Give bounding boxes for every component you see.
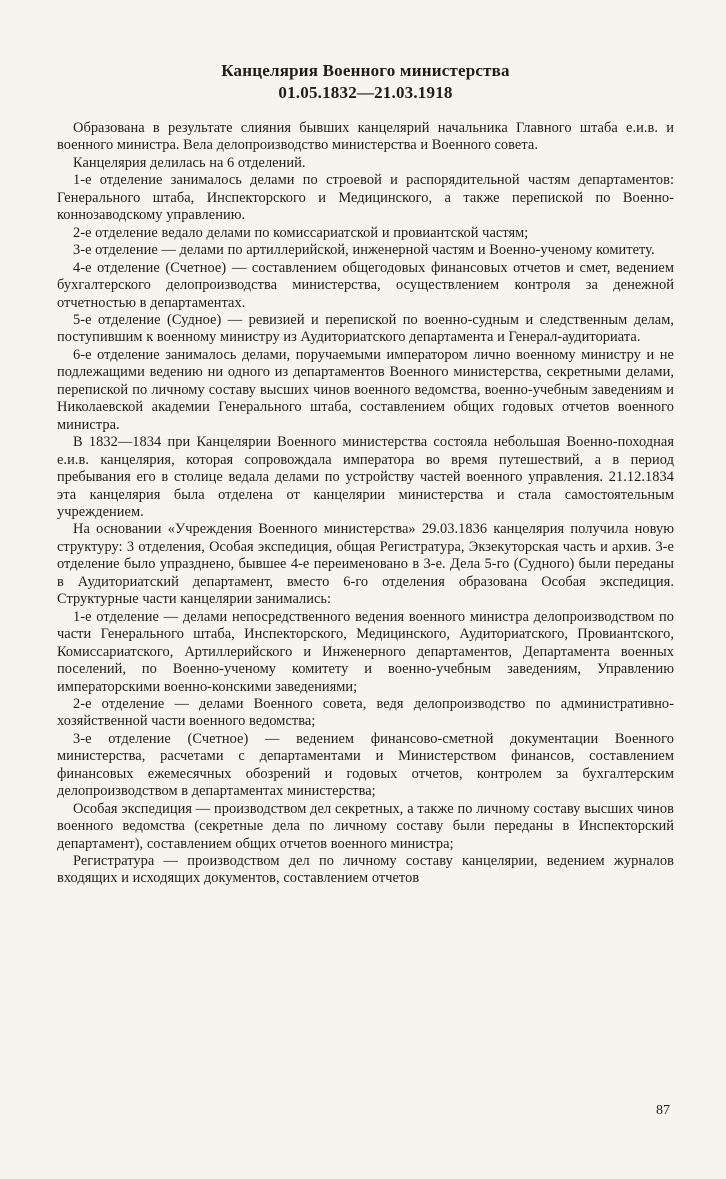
paragraph: 2-е отделение ведало делами по комиссариатской и провиантской частям;: [73, 224, 529, 241]
title-heading: Канцелярия Военного министерства: [221, 61, 510, 80]
paragraph: В 1832—1834 при Канцелярии Военного министерства состояла небольшая Военно-походная е.и.в. канцелярия, которая сопровождала императора во время путешествий, а в период пребывания его в столице ведала делами по устройству частей военного управления. 21.12.1834 эта канцелярия была отделена от канцелярии министерства и стала самостоятельным учреждением.: [57, 434, 674, 520]
paragraph: 6-е отделение занималось делами, поручаемыми императором лично военному министру и не подлежащими ведению ни одного из департаментов Военного министерства, секретными делами, перепиской по личному составу высших чинов военного ведомства, военно-учебным заведениям и Николаевской академии Генерального штаба, составлением общих годовых отчетов военного министра.: [57, 346, 674, 433]
paragraph: На основании «Учреждения Военного министерства» 29.03.1836 канцелярия получила новую структуру: 3 отделения, Особая экспедиция, общая Регистратура, Экзекуторская часть и архив. 3-е отделение было упразднено, бывшее 4-е переименовано в 3-е. Дела 5-го (Судного) были переданы в Аудиториатский департамент, вместо 6-го отделения образована Особая экспедиция. Структурные части канцелярии занимались:: [57, 521, 674, 608]
page-number: 87: [656, 1103, 670, 1118]
paragraph: 5-е отделение (Судное) — ревизией и перепиской по военно-судным и следственным делам, поступившим к военному министру из Аудиториатского департамента и Генерал-аудиториата.: [57, 311, 674, 346]
title-dates: 01.05.1832—21.03.1918: [278, 83, 453, 102]
paragraph: Регистратура — производством дел по личному составу канцелярии, ведением журналов входящих и исходящих документов, составлением отчетов: [57, 853, 674, 887]
body-text: [57, 120, 674, 888]
paragraph: 2-е отделение — делами Военного совета, ведя делопроизводство по административно-хозяйственной части военного ведомства;: [57, 695, 674, 730]
paragraph: Образована в результате слияния бывших канцелярий начальника Главного штаба е.и.в. и военного министра. Вела делопроизводство министерства и Военного совета.: [57, 120, 674, 154]
paragraph: Канцелярия делилась на 6 отделений.: [73, 154, 306, 171]
paragraph: 1-е отделение — делами непосредственного ведения военного министра делопроизводством по части Генерального штаба, Инспекторского, Медицинского, Аудиториатского, Провиантского, Комиссариатского, Артиллерийского и Инженерного департаментов, Департамента военных поселений, по Военно-ученому комитету и военно-учебным заведениям, Управлению императорскими военно-конскими заведениями;: [57, 608, 674, 695]
paragraph: Особая экспедиция — производством дел секретных, а также по личному составу высших чинов военного ведомства (секретные дела по личному составу были переданы в Инспекторский департамент), составлением общих отчетов военного министра;: [57, 800, 674, 852]
paragraph: 3-е отделение (Счетное) — ведением финансово-сметной документации Военного министерства, расчетами с департаментами и Министерством финансов, составлением финансовых ежемесячных обозрений и годовых отчетов, контролем за бухгалтерским делопроизводством в департаментах министерства;: [57, 730, 674, 800]
paragraph: 3-е отделение — делами по артиллерийской, инженерной частям и Военно-ученому комитету.: [73, 242, 655, 259]
document-title: [57, 60, 674, 104]
paragraph: 4-е отделение (Счетное) — составлением общегодовых финансовых отчетов и смет, ведением бухгалтерского делопроизводства министерства, осуществлением контроля за денежной отчетностью в департаментах.: [57, 259, 674, 311]
paragraph: 1-е отделение занималось делами по строевой и распорядительной частям департаментов: Генерального штаба, Инспекторского и Медицинского, а также перепиской по Военно-коннозаводскому управлению.: [57, 172, 674, 224]
